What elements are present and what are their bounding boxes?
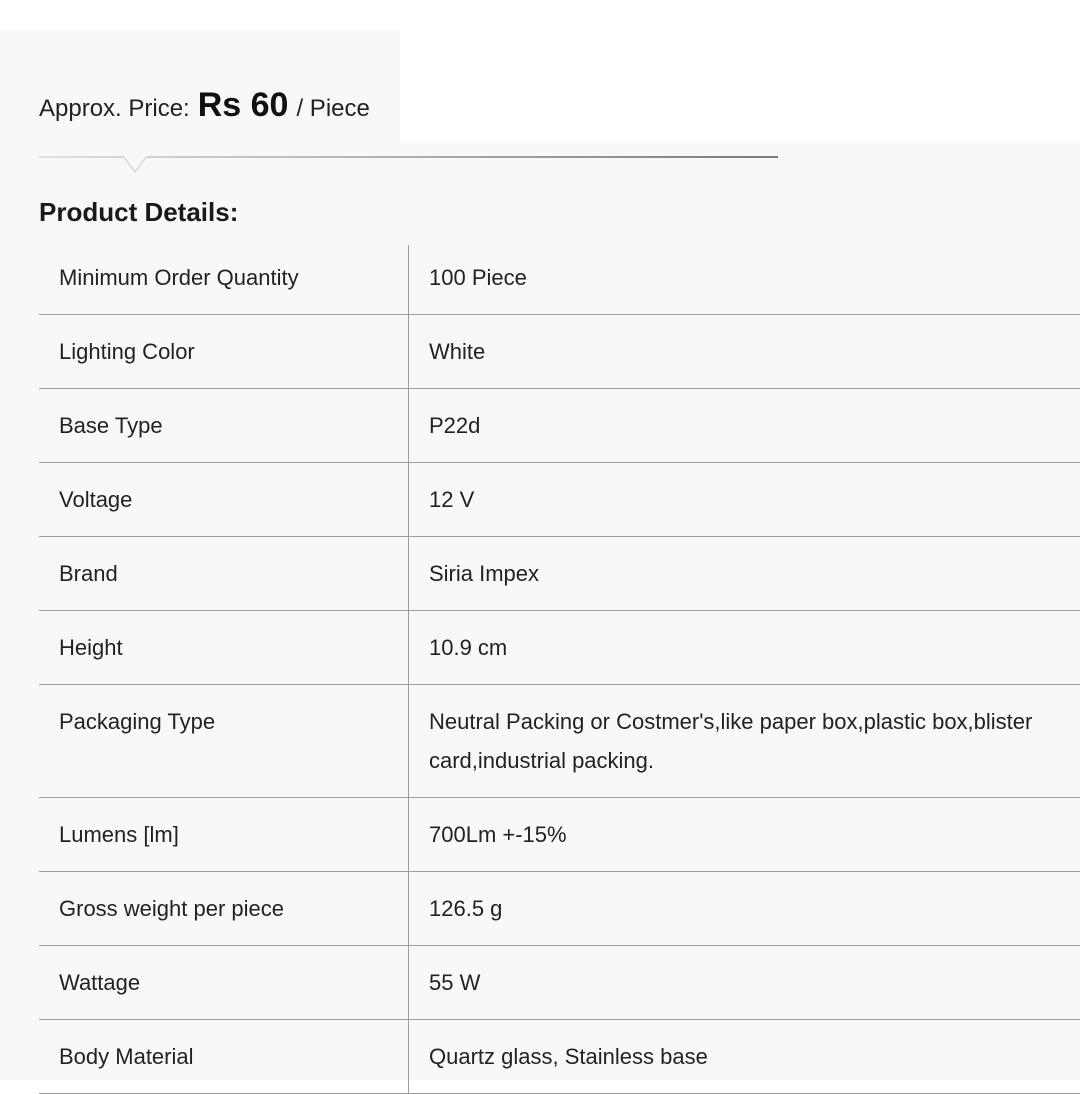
row-label: Voltage (39, 463, 409, 537)
divider-pointer-icon (123, 156, 147, 174)
product-details-table (39, 245, 1080, 1094)
row-label: Body Material (39, 1020, 409, 1094)
row-label: Minimum Order Quantity (39, 245, 409, 315)
row-label: Height (39, 611, 409, 685)
row-label: Base Type (39, 389, 409, 463)
table-row (39, 611, 1080, 685)
row-value: 55 W (409, 946, 1080, 1020)
row-value: Quartz glass, Stainless base (409, 1020, 1080, 1094)
row-label: Lighting Color (39, 315, 409, 389)
table-row (39, 798, 1080, 872)
price-unit: / Piece (296, 95, 369, 123)
row-value: 126.5 g (409, 872, 1080, 946)
table-row (39, 946, 1080, 1020)
row-value: 12 V (409, 463, 1080, 537)
price-prefix: Approx. Price: (39, 95, 190, 123)
row-label: Brand (39, 537, 409, 611)
row-label: Wattage (39, 946, 409, 1020)
table-row (39, 463, 1080, 537)
table-row (39, 872, 1080, 946)
section-divider (39, 156, 778, 158)
row-label: Packaging Type (39, 685, 409, 798)
row-label: Gross weight per piece (39, 872, 409, 946)
row-value: P22d (409, 389, 1080, 463)
price-line (39, 86, 370, 136)
table-row (39, 389, 1080, 463)
price-value: Rs 60 (198, 86, 289, 125)
row-value: 100 Piece (409, 245, 1080, 315)
table-row (39, 245, 1080, 315)
row-value: 700Lm +-15% (409, 798, 1080, 872)
table-row (39, 1020, 1080, 1094)
row-value: 10.9 cm (409, 611, 1080, 685)
table-row (39, 537, 1080, 611)
row-value: Neutral Packing or Costmer's,like paper box,plastic box,blister card,industrial packing. (409, 685, 1080, 798)
table-row (39, 315, 1080, 389)
table-row (39, 685, 1080, 798)
row-value: Siria Impex (409, 537, 1080, 611)
row-label: Lumens [lm] (39, 798, 409, 872)
row-value: White (409, 315, 1080, 389)
product-details-title: Product Details: (39, 197, 238, 228)
